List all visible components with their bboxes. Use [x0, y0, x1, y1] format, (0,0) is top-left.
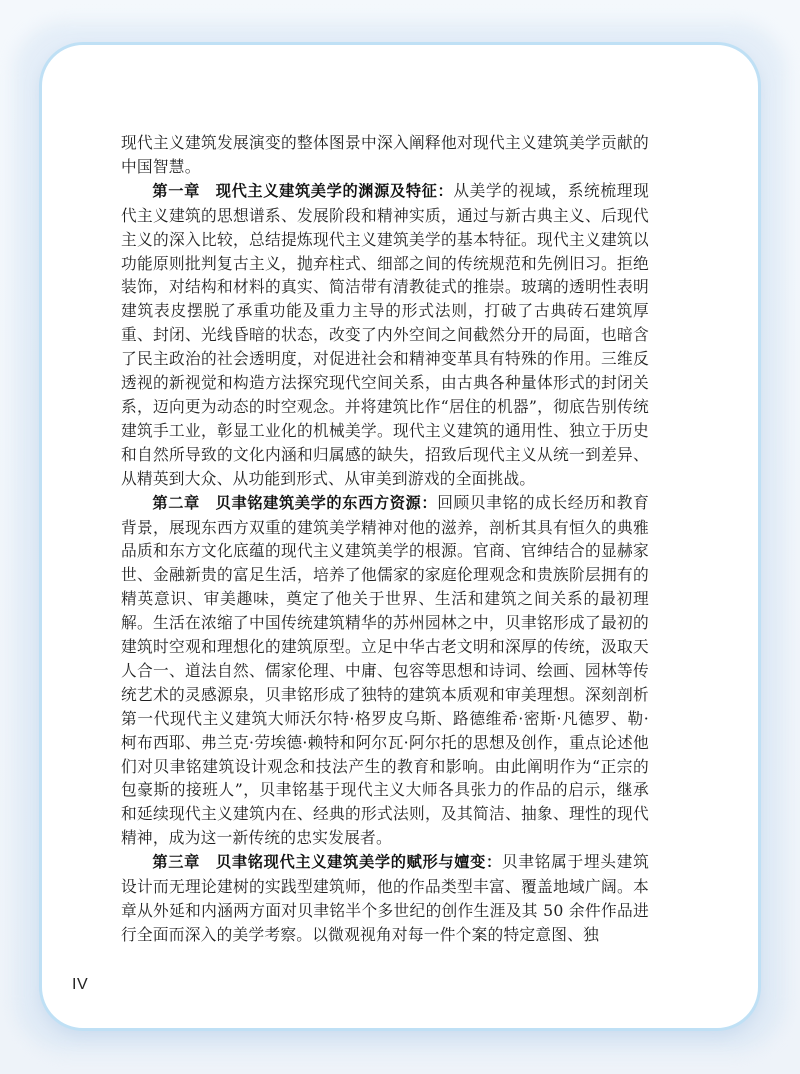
chapter-1-paragraph: [121, 179, 649, 491]
page-body: [121, 131, 649, 947]
chapter-3-body: 贝聿铭属于埋头建筑设计而无理论建树的实践型建筑师，他的作品类型丰富、覆盖地域广阔。本章从外延和内涵两方面对贝聿铭半个多世纪的创作生涯及其 50 余件作品进行全面而深入的美学考察。以微观视角对每一件个案的特定意图、独: [121, 852, 650, 944]
page-number: IV: [72, 976, 89, 993]
chapter-2-paragraph: [121, 491, 649, 851]
chapter-1-title: 第一章 现代主义建筑美学的渊源及特征：: [152, 181, 454, 200]
chapter-3-title: 第三章 贝聿铭现代主义建筑美学的赋形与嬗变：: [152, 853, 502, 872]
chapter-1-body: 从美学的视域，系统梳理现代主义建筑的思想谱系、发展阶段和精神实质，通过与新古典主义、后现代主义的深入比较，总结提炼现代主义建筑美学的基本特征。现代主义建筑以功能原则批判复古主义，抛弃柱式、细部之间的传统规范和先例旧习。拒绝装饰，对结构和材料的真实、简洁带有清教徒式的推崇。玻璃的透明性表明建筑表皮摆脱了承重功能及重力主导的形式法则，打破了古典砖石建筑厚重、封闭、光线昏暗的状态，改变了内外空间之间截然分开的局面，也暗含了民主政治的社会透明度，对促进社会和精神变革具有特殊的作用。三维反透视的新视觉和构造方法探究现代空间关系，由古典各种量体形式的封闭关系，迈向更为动态的时空观念。并将建筑比作“居住的机器”，彻底告别传统建筑手工业，彰显工业化的机械美学。现代主义建筑的通用性、独立于历史和自然所导致的文化内涵和归属感的缺失，招致后现代主义从统一到差异、从精英到大众、从功能到形式、从审美到游戏的全面挑战。: [121, 180, 650, 488]
chapter-2-body: 回顾贝聿铭的成长经历和教育背景，展现东西方双重的建筑美学精神对他的滋养，剖析其具有恒久的典雅品质和东方文化底蕴的现代主义建筑美学的根源。官商、官绅结合的显赫家世、金融新贵的富足生活，培养了他儒家的家庭伦理观念和贵族阶层拥有的精英意识、审美趣味，奠定了他关于世界、生活和建筑之间关系的最初理解。生活在浓缩了中国传统建筑精华的苏州园林之中，贝聿铭形成了最初的建筑时空观和理想化的建筑原型。立足中华古老文明和深厚的传统，汲取天人合一、道法自然、儒家伦理、中庸、包容等思想和诗词、绘画、园林等传统艺术的灵感源泉，贝聿铭形成了独特的建筑本质观和审美理想。深刻剖析第一代现代主义建筑大师沃尔特·格罗皮乌斯、路德维希·密斯·凡德罗、勒·柯布西耶、弗兰克·劳埃德·赖特和阿尔瓦·阿尔托的思想及创作，重点论述他们对贝聿铭建筑设计观念和技法产生的教育和影响。由此阐明作为“正宗的包豪斯的接班人”，贝聿铭基于现代主义大师各具张力的作品的启示，继承和延续现代主义建筑内在、经典的形式法则，及其简洁、抽象、理性的现代精神，成为这一新传统的忠实发展者。: [121, 492, 650, 848]
chapter-3-paragraph: [121, 850, 649, 947]
chapter-2-title: 第二章 贝聿铭建筑美学的东西方资源：: [152, 493, 438, 512]
opening-paragraph: 现代主义建筑发展演变的整体图景中深入阐释他对现代主义建筑美学贡献的中国智慧。: [121, 133, 649, 176]
